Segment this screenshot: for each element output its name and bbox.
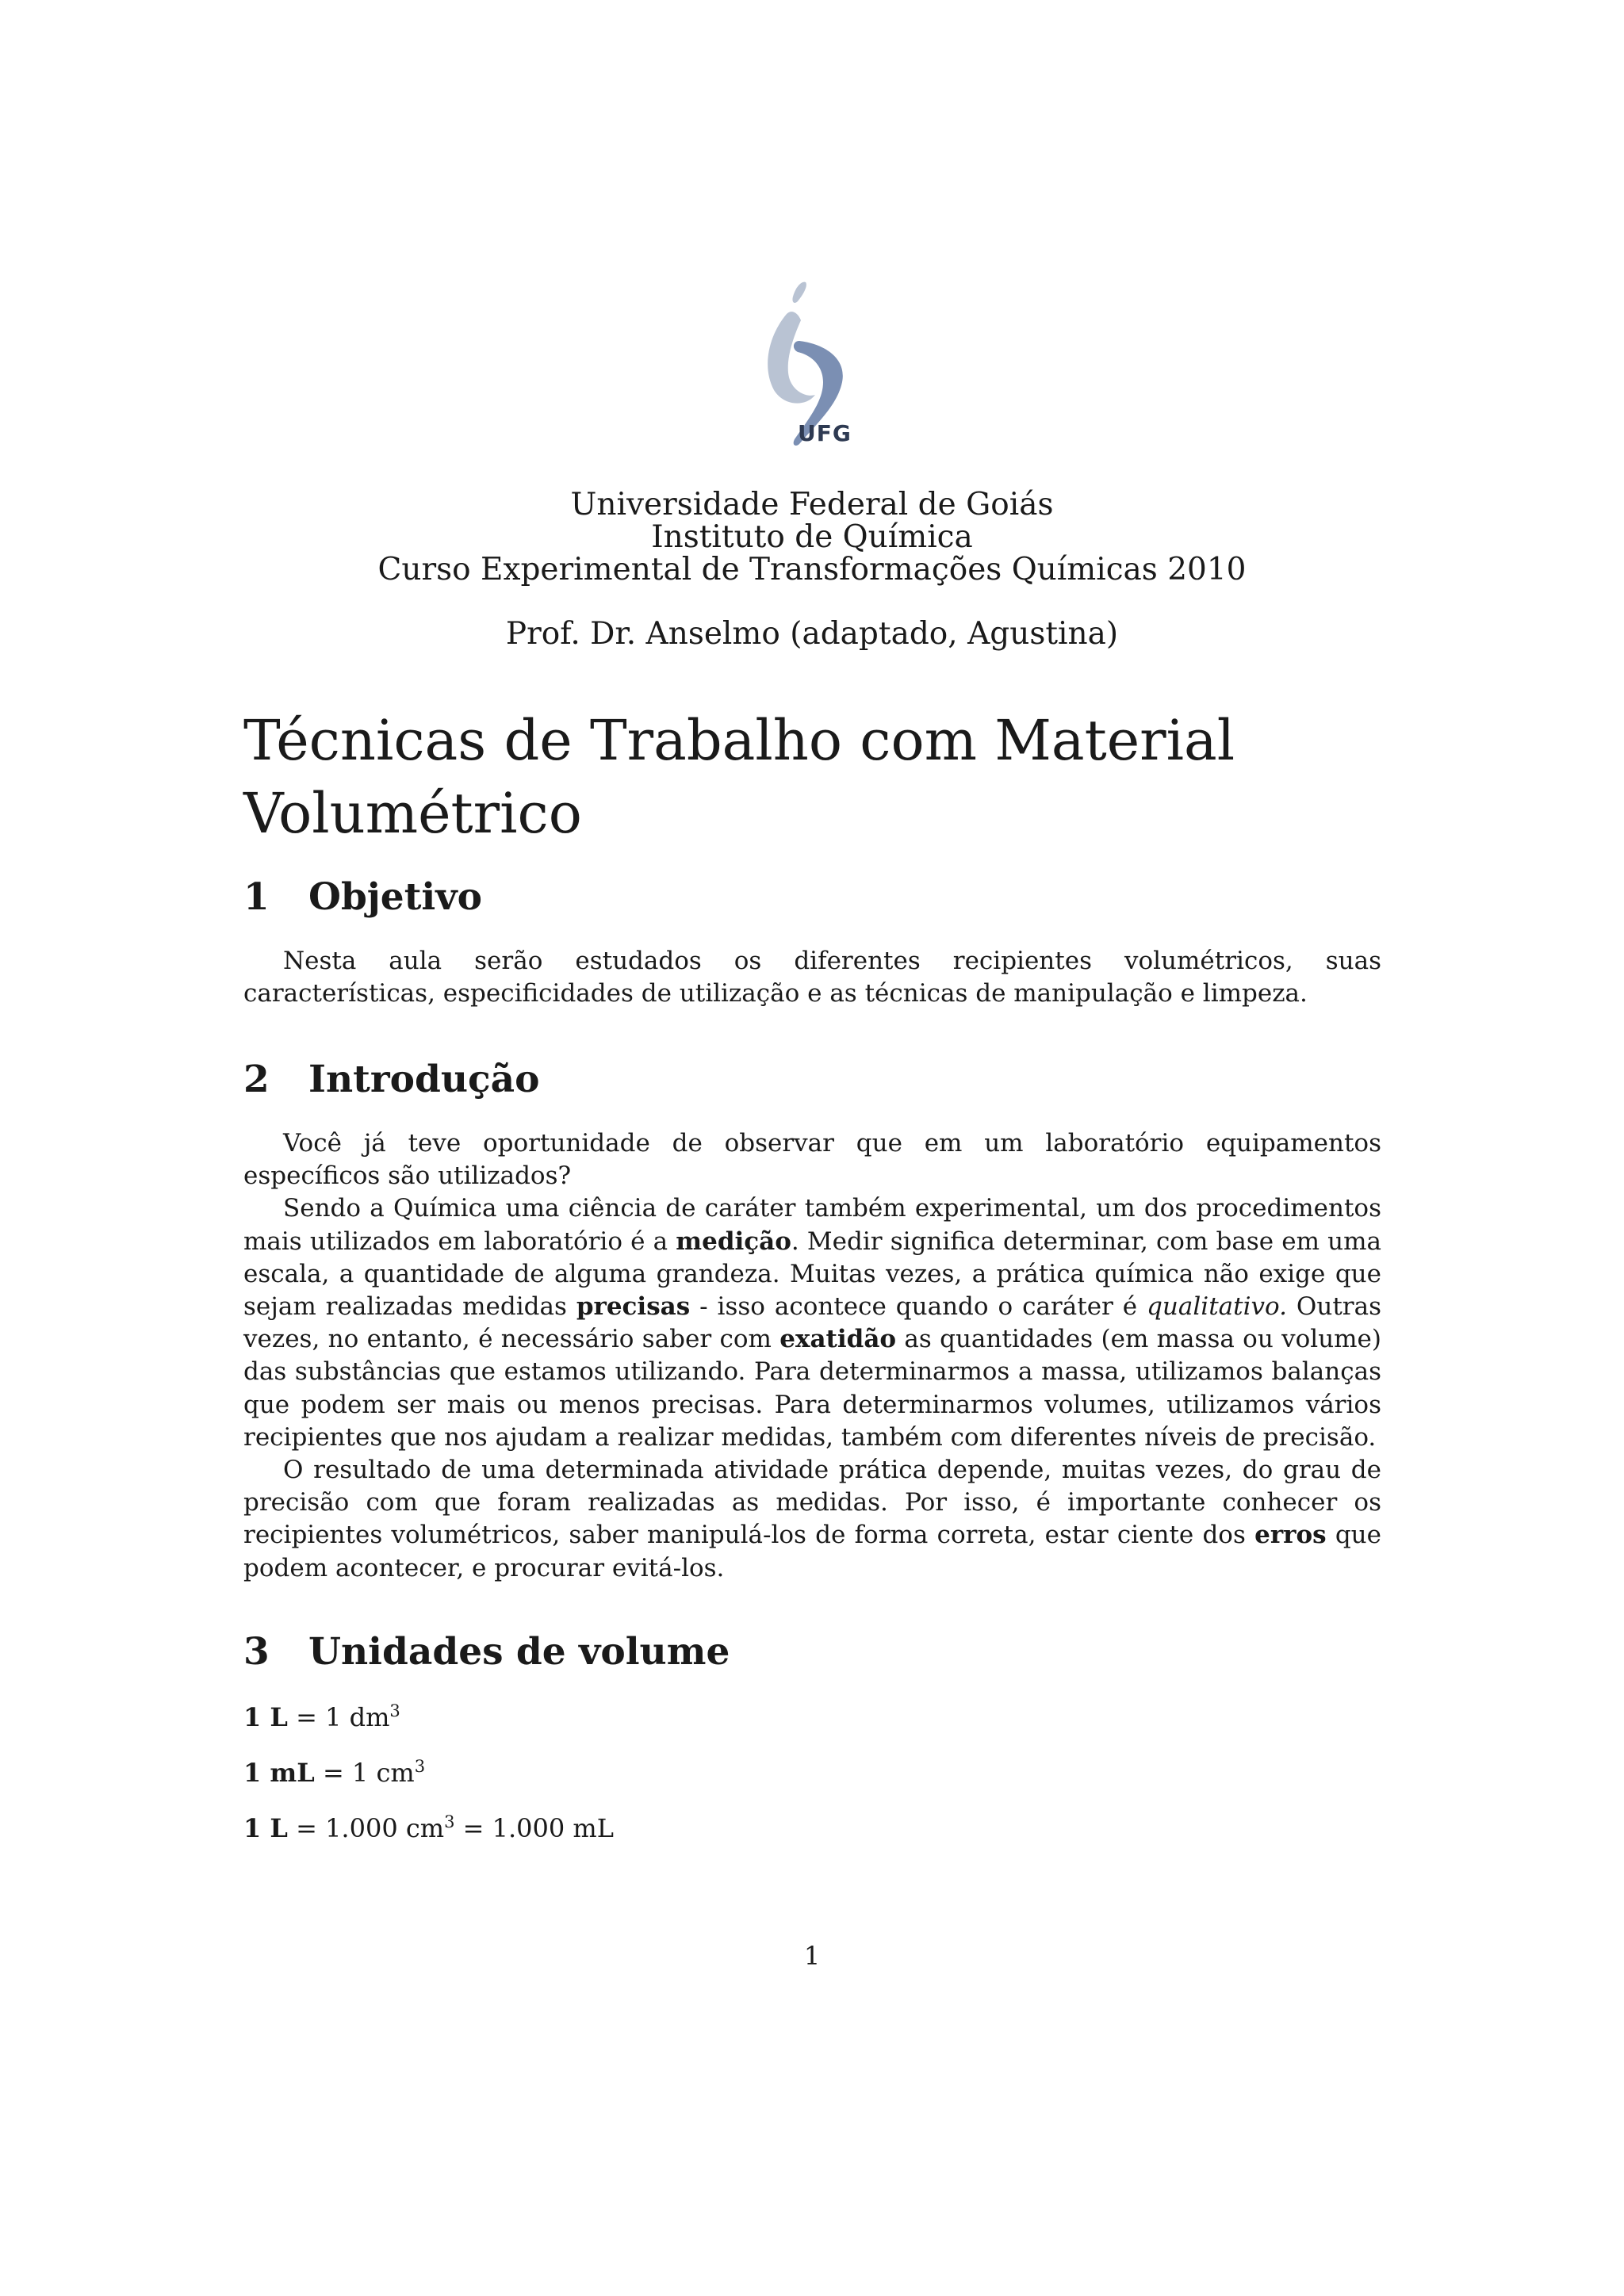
institute-name: Instituto de Química	[651, 519, 973, 555]
equation-litre: 1 L = 1 $dm^3$	[243, 1701, 400, 1732]
title-line-2: Volumétrico	[243, 781, 582, 846]
course-name: Curso Experimental de Transformações Químicas 2010	[377, 552, 1247, 587]
paragraph: Sendo a Química uma ciência de caráter também experimental, um dos procedimentos mais utilizados em laboratório é a medição. Medir significa determinar, com base em uma escala, a quantidade de alguma grandeza. Muitas vezes, a prática química não exige que sejam realizadas medidas precisas - isso acontece quando o caráter é qualitativo. Outras vezes, no entanto, é necessário saber com exatidão as quantidades (em massa ou volume) das substâncias que estamos utilizando. Para determinarmos a massa, utilizamos balanças que podem ser mais ou menos precisas. Para determinarmos volumes, utilizamos vários recipientes que nos ajudam a realizar medidas, também com diferentes níveis de precisão.	[243, 1194, 1382, 1452]
section-heading-introducao	[243, 1058, 1393, 1102]
university-name: Universidade Federal de Goiás	[570, 487, 1054, 522]
section-number: 3	[243, 1630, 270, 1674]
title-line-1: Técnicas de Trabalho com Material	[243, 708, 1235, 773]
section-title: Introdução	[308, 1058, 540, 1101]
paragraph: Você já teve oportunidade de observar que em um laboratório equipamentos específicos são utilizados?	[243, 1129, 1381, 1191]
institution-header	[0, 488, 1624, 586]
section-number: 2	[243, 1058, 270, 1101]
section-title: Unidades de volume	[308, 1630, 730, 1674]
bold-term: medição	[676, 1226, 791, 1256]
bold-term: precisas	[576, 1292, 691, 1322]
equation-millilitre: 1 mL = 1 $cm^3$	[243, 1757, 426, 1788]
author-line: Prof. Dr. Anselmo (adaptado, Agustina)	[505, 616, 1119, 652]
section-heading-objetivo	[243, 875, 1393, 920]
page-number: 1	[803, 1941, 821, 1971]
objetivo-text	[243, 945, 1381, 1010]
bold-term: exatidão	[779, 1325, 897, 1354]
paragraph: Nesta aula serão estudados os diferentes recipientes volumétricos, suas características, especificidades de utilização e as técnicas de manipulação e limpeza.	[243, 947, 1381, 1008]
document-title	[243, 704, 1393, 850]
italic-term: qualitativo.	[1147, 1292, 1287, 1322]
equation-litre-conversion: 1 L = 1.000 $cm^3 = 1.000$ mL	[243, 1812, 615, 1843]
bold-term: erros	[1254, 1521, 1327, 1550]
section-title: Objetivo	[308, 875, 482, 919]
ufg-logo	[753, 279, 872, 450]
section-heading-unidades	[243, 1630, 1393, 1674]
section-number: 1	[243, 875, 270, 919]
paragraph: O resultado de uma determinada atividade prática depende, muitas vezes, do grau de precisão com que foram realizadas as medidas. Por isso, é importante conhecer os recipientes volumétricos, saber manipulá-los de forma correta, estar ciente dos erros que podem acontecer, e procurar evitá-los.	[243, 1456, 1381, 1582]
introducao-text	[243, 1127, 1381, 1585]
ufg-logo-text: UFG	[798, 420, 852, 446]
